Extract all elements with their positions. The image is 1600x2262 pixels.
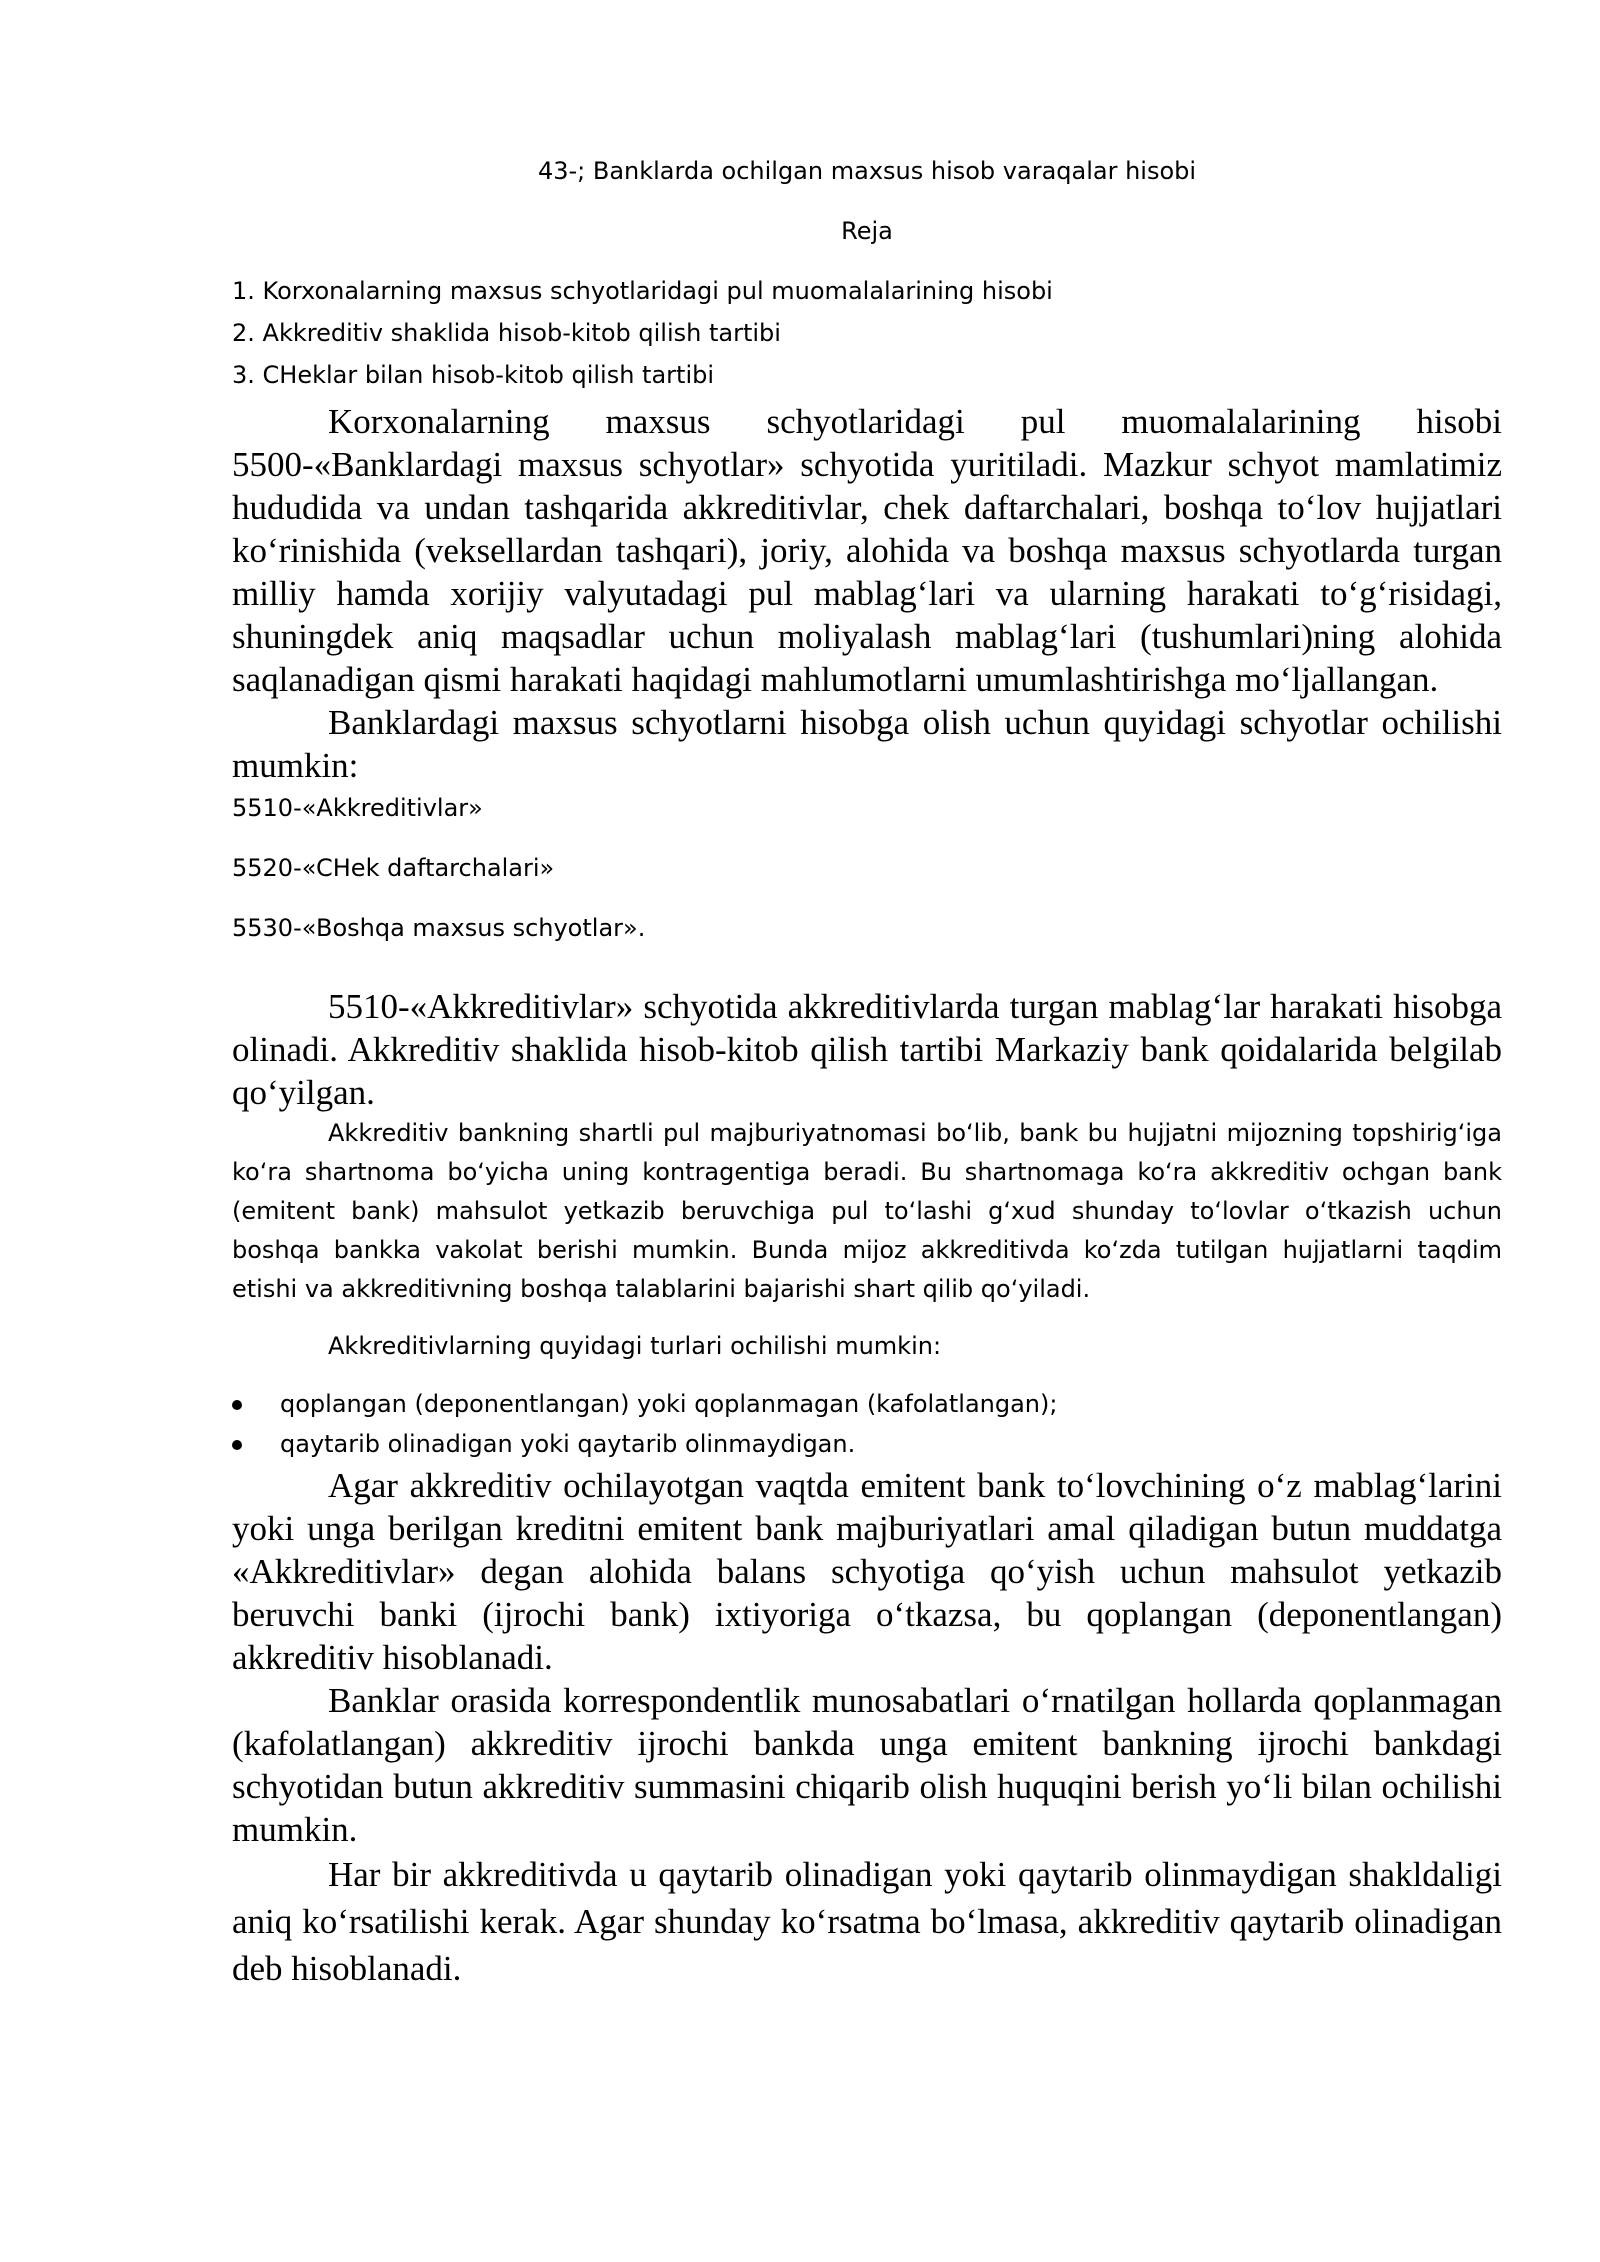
paragraph-accounts-intro: Banklardagi maxsus schyotlarni hisobga olish uchun quyidagi schyotlar ochilishi mumkin: (232, 703, 1502, 785)
paragraph-types-intro: Akkreditivlarning quyidagi turlari ochilishi mumkin: (328, 1332, 942, 1360)
paragraph-intro: Korxonalarning maxsus schyotlaridagi pul muomalalarining hisobi 5500-«Banklardagi maxsus schyotlar» schyotida yuritiladi. Mazkur schyot mamlatimiz hududida va undan tashqarida akkreditivlar, chek daftarchalari, boshqa to‘lov hujjatlari ko‘rinishida (veksellardan tashqari), joriy, alohida va boshqa maxsus schyotlarda turgan milliy hamda xorijiy valyutadagi pul mablag‘lari va ularning harakati to‘g‘risidagi, shuningdek aniq maqsadlar uchun moliyalash mablag‘lari (tushumlari)ning alohida saqlanadigan qismi harakati haqidagi mahlumotlarni umumlashtirishga mo‘ljallangan. (232, 402, 1502, 699)
bullet-icon (232, 1440, 242, 1450)
document-page (232, 150, 1502, 1992)
plan-list (232, 270, 1502, 396)
paragraph-akkreditiv-definition: Akkreditiv bankning shartli pul majburiyatnomasi bo‘lib, bank bu hujjatni mijozning topshirig‘iga ko‘ra shartnoma bo‘yicha uning kontragentiga beradi. Bu shartnomaga ko‘ra akkreditiv ochgan bank (emitent bank) mahsulot yetkazib beruvchiga pul to‘lashi g‘xud shunday to‘lovlar o‘tkazish uchun boshqa bankka vakolat berishi mumkin. Bunda mijoz akkreditivda ko‘zda tutilgan hujjatlarni taqdim etishi va akkreditivning boshqa talablarini bajarishi shart qilib qo‘yiladi. (232, 1119, 1502, 1303)
list-item-text: qoplangan (deponentlangan) yoki qoplanmagan (kafolatlangan); (280, 1390, 1058, 1418)
account-item: 5510-«Akkreditivlar» (232, 794, 483, 822)
paragraph-akkreditivlar: 5510-«Akkreditivlar» schyotida akkreditivlarda turgan mablag‘lar harakati hisobga olinadi. Akkreditiv shaklida hisob-kitob qilish tartibi Markaziy bank qoidalarida belgilab qo‘yilgan. (232, 987, 1502, 1112)
list-item-text: qaytarib olinadigan yoki qaytarib olinmaydigan. (280, 1430, 856, 1458)
list-item (232, 1384, 1502, 1424)
account-list (232, 787, 1502, 949)
account-item: 5520-«CHek daftarchalari» (232, 854, 555, 882)
plan-heading: Reja (841, 217, 893, 245)
document-title: 43-; Banklarda ochilgan maxsus hisob varaqalar hisobi (537, 157, 1197, 185)
account-item: 5530-«Boshqa maxsus schyotlar». (232, 914, 646, 942)
paragraph-covered: Agar akkreditiv ochilayotgan vaqtda emitent bank to‘lovchining o‘z mablag‘larini yoki unga berilgan kreditni emitent bank majburiyatlari amal qiladigan butun muddatga «Akkreditivlar» degan alohida balans schyotiga qo‘yish uchun mahsulot yetkazib beruvchi banki (ijrochi bank) ixtiyoriga o‘tkazsa, bu qoplangan (deponentlangan) akkreditiv hisoblanadi. (232, 1466, 1502, 1677)
paragraph-uncovered: Banklar orasida korrespondentlik munosabatlari o‘rnatilgan hollarda qoplanmagan (kafolatlangan) akkreditiv ijrochi bankda unga emitent bankning ijrochi bankdagi schyotidan butun akkreditiv summasini chiqarib olish huquqini berish yo‘li bilan ochilishi mumkin. (232, 1681, 1502, 1849)
types-list (232, 1384, 1502, 1464)
plan-item: 2. Akkreditiv shaklida hisob-kitob qilish tartibi (232, 319, 781, 347)
list-item (232, 1424, 1502, 1464)
paragraph-revocable: Har bir akkreditivda u qaytarib olinadigan yoki qaytarib olinmaydigan shakldaligi aniq ko‘rsatilishi kerak. Agar shunday ko‘rsatma bo‘lmasa, akkreditiv qaytarib olinadigan deb hisoblanadi. (232, 1855, 1502, 1988)
bullet-icon (232, 1400, 242, 1410)
plan-item: 3. CHeklar bilan hisob-kitob qilish tartibi (232, 361, 715, 389)
plan-item: 1. Korxonalarning maxsus schyotlaridagi pul muomalalarining hisobi (232, 277, 1053, 305)
